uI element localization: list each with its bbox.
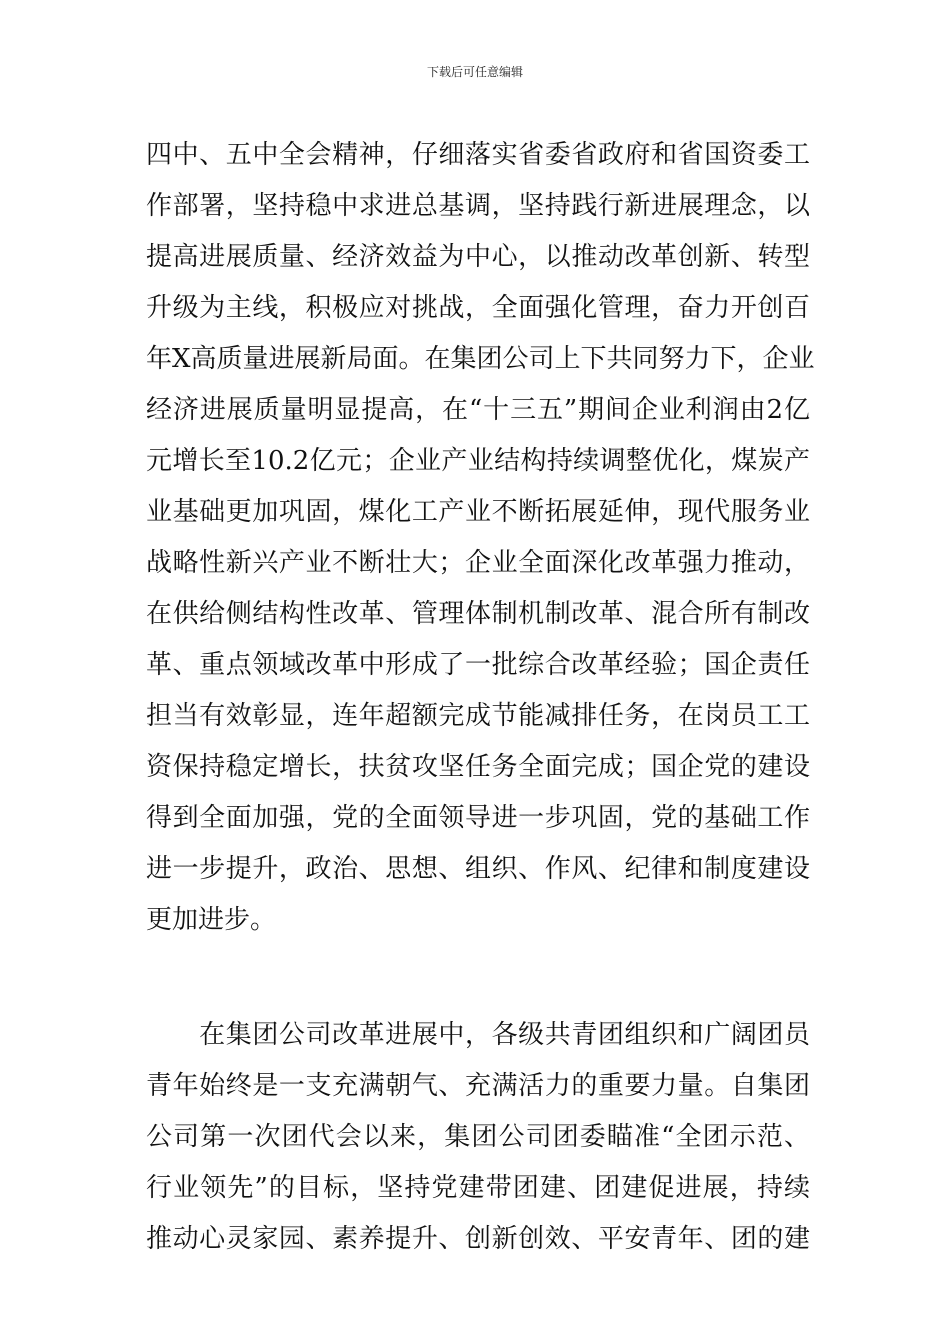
text-line: 战略性新兴产业不断壮大；企业全面深化改革强力推动， [146, 548, 810, 578]
text-line: 革、重点领域改革中形成了一批综合改革经验；国企责任 [146, 650, 810, 680]
text-line: 在供给侧结构性改革、管理体制机制改革、混合所有制改 [146, 599, 810, 629]
text-line: 青年始终是一支充满朝气、充满活力的重要力量。自集团 [146, 1071, 810, 1101]
text-line: 升级为主线，积极应对挑战，全面强化管理，奋力开创百 [146, 293, 810, 323]
text-line: 元增长至10.2亿元；企业产业结构持续调整优化，煤炭产 [146, 446, 810, 476]
text-line: 担当有效彰显，连年超额完成节能减排任务，在岗员工工 [146, 701, 810, 731]
text-line: 行业领先”的目标，坚持党建带团建、团建促进展，持续 [146, 1173, 810, 1203]
text-line: 经济进展质量明显提高，在“十三五”期间企业利润由2亿 [146, 395, 810, 425]
document-body [146, 130, 815, 1265]
text-line: 推动心灵家园、素养提升、创新创效、平安青年、团的建 [146, 1224, 810, 1254]
page-header: 下载后可任意编辑 [426, 65, 523, 79]
paragraph-spacer [146, 946, 810, 1010]
text-line: 资保持稳定增长，扶贫攻坚任务全面完成；国企党的建设 [146, 752, 810, 782]
text-line: 得到全面加强，党的全面领导进一步巩固，党的基础工作 [146, 803, 810, 833]
paragraph-2 [146, 1010, 810, 1265]
text-line: 年X高质量进展新局面。在集团公司上下共同努力下，企业 [146, 344, 815, 374]
text-line: 提高进展质量、经济效益为中心，以推动改革创新、转型 [146, 242, 810, 272]
text-line: 在集团公司改革进展中，各级共青团组织和广阔团员 [146, 1020, 810, 1050]
text-line: 更加进步。 [146, 905, 277, 935]
text-line: 业基础更加巩固，煤化工产业不断拓展延伸，现代服务业 [146, 497, 810, 527]
text-line: 公司第一次团代会以来，集团公司团委瞄准“全团示范、 [146, 1122, 810, 1152]
paragraph-1 [146, 130, 815, 946]
text-line: 四中、五中全会精神，仔细落实省委省政府和省国资委工 [146, 140, 810, 170]
text-line: 进一步提升，政治、思想、组织、作风、纪律和制度建设 [146, 854, 810, 884]
text-line: 作部署，坚持稳中求进总基调，坚持践行新进展理念，以 [146, 191, 810, 221]
